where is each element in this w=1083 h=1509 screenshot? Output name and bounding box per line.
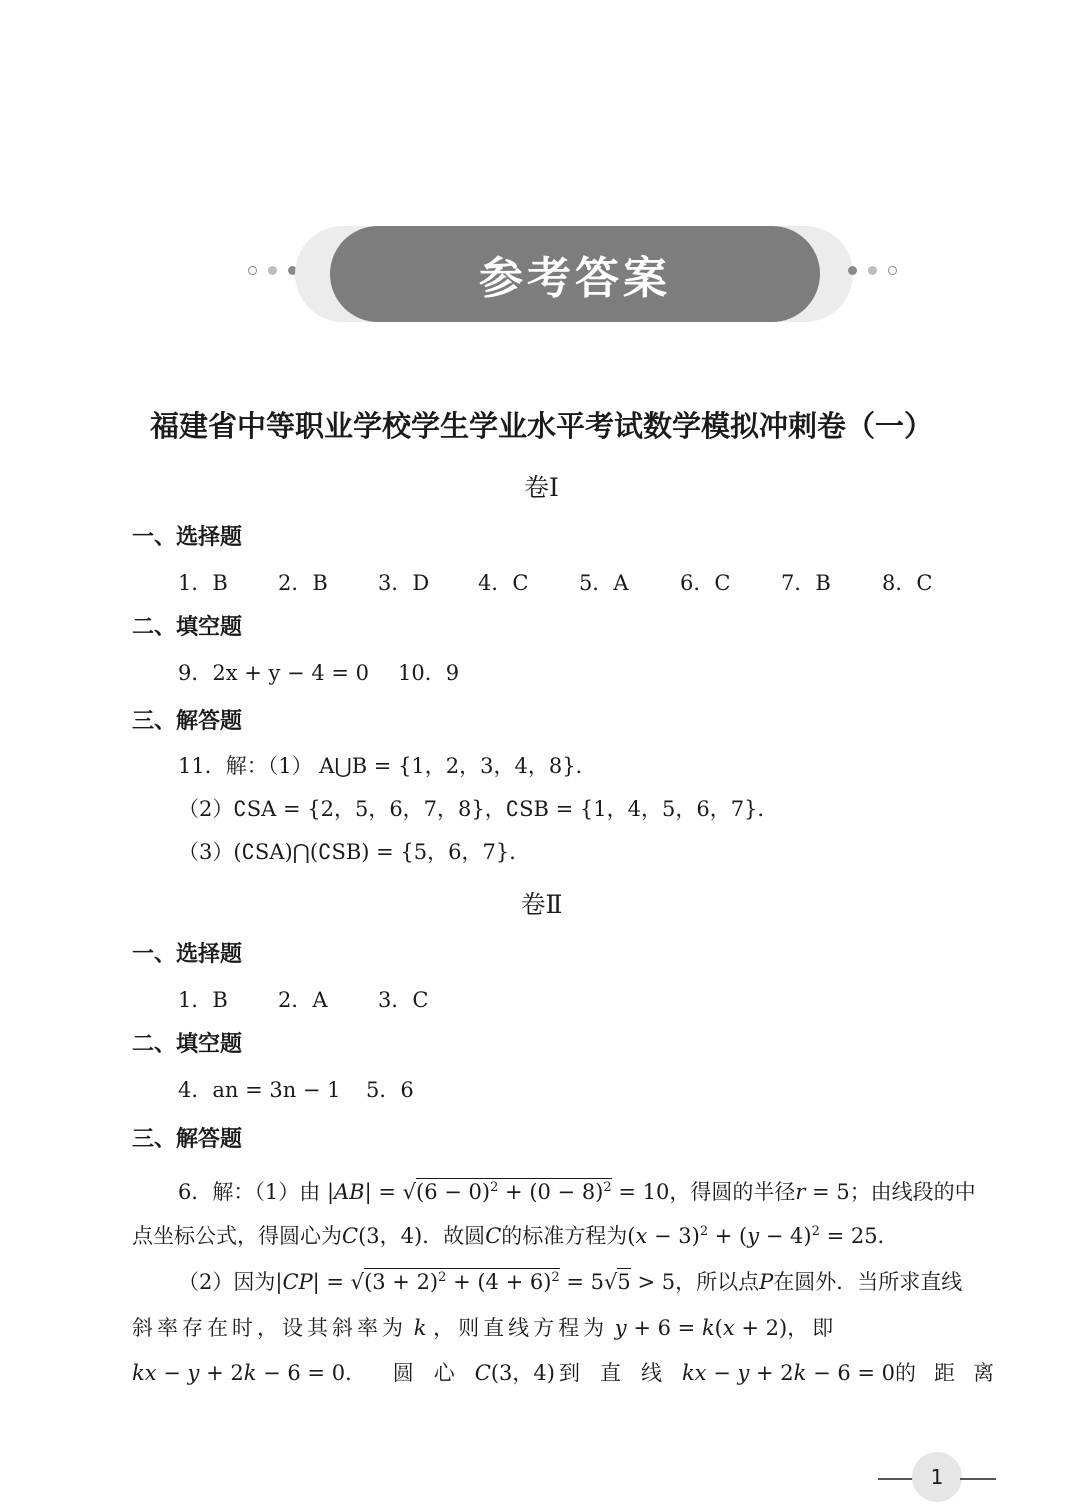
q6-line1: 6．解：（1）由 $|AB| = √(6 - 0)^2 + (0 - 8)^2 = 10$，得圆的半径r = 5；由线段的中 bbox=[178, 1180, 976, 1204]
q11-part1: 11．解：（1） A⋃B = {1，2，3，4，8}． bbox=[178, 754, 597, 778]
page-number: 1 bbox=[912, 1452, 962, 1502]
banner bbox=[330, 226, 820, 322]
volume2-choice-answers bbox=[178, 984, 428, 1014]
document-title: 福建省中等职业学校学生学业水平考试数学模拟冲刺卷（一） bbox=[149, 409, 933, 443]
math-expr: kx − y + 2k − 6 = 0． bbox=[132, 1361, 367, 1385]
page-number-rule-left bbox=[878, 1478, 914, 1480]
math-expr: C(3，4) bbox=[342, 1224, 423, 1248]
answer-item: 1．B bbox=[178, 571, 228, 595]
volume1-title: 卷Ⅰ bbox=[524, 473, 559, 502]
banner-dot-right-3 bbox=[888, 266, 897, 275]
volume2-fill-answers bbox=[178, 1074, 414, 1104]
banner-dot-left-1 bbox=[248, 266, 257, 275]
answer-item: 3．C bbox=[378, 988, 429, 1012]
answer-item: 3．D bbox=[378, 571, 430, 595]
banner-dot-right-2 bbox=[868, 266, 877, 275]
math-expr: C(3，4) bbox=[474, 1361, 555, 1385]
answer-item: 6．C bbox=[680, 571, 731, 595]
answer-item: 4．an = 3n − 1 bbox=[178, 1078, 341, 1102]
answer-item: 5．6 bbox=[366, 1078, 414, 1102]
answer-item: 7．B bbox=[781, 571, 831, 595]
banner-dot-left-2 bbox=[268, 266, 277, 275]
math-expr: $(x - 3)^2 + (y - 4)^2 = 25$． bbox=[627, 1224, 899, 1248]
volume1-solve-heading: 三、解答题 bbox=[132, 709, 243, 734]
math-expr: y + 6 = k(x + 2) bbox=[614, 1316, 788, 1340]
math-expr: P bbox=[759, 1270, 774, 1294]
volume2-solve-heading: 三、解答题 bbox=[132, 1127, 243, 1152]
answer-item: 1．B bbox=[178, 988, 228, 1012]
answer-item: 5．A bbox=[579, 571, 629, 595]
volume2-title: 卷Ⅱ bbox=[520, 890, 563, 919]
volume1-choice-heading: 一、选择题 bbox=[132, 525, 243, 550]
q6-line3: （2）因为$|CP| = √(3 + 2)^2 + (4 + 6)^2 = 5√5 > 5$，所以点P在圆外．当所求直线 bbox=[178, 1270, 963, 1294]
answer-item: 8．C bbox=[882, 571, 933, 595]
math-expr: C bbox=[485, 1224, 502, 1248]
volume1-fill-answers bbox=[178, 657, 459, 687]
math-expr: k bbox=[413, 1316, 427, 1340]
math-expr: $|CP| = √(3 + 2)^2 + (4 + 6)^2 = 5√5 > 5$ bbox=[275, 1270, 676, 1294]
volume1-fill-heading: 二、填空题 bbox=[132, 615, 243, 640]
banner-title: 参考答案 bbox=[479, 253, 671, 304]
math-expr: kx − y + 2k − 6 = 0 bbox=[681, 1361, 896, 1385]
q6-line2: 点坐标公式，得圆心为C(3，4)．故圆C的标准方程为$(x - 3)^2 + (y - 4)^2 = 25$． bbox=[132, 1224, 899, 1248]
volume2-choice-heading: 一、选择题 bbox=[132, 942, 243, 967]
volume2-fill-heading: 二、填空题 bbox=[132, 1032, 243, 1057]
math-expr: r = 5 bbox=[795, 1180, 850, 1204]
q11-part3: （3）(∁SA)⋂(∁SB) = {5，6，7}． bbox=[178, 840, 531, 864]
q6-line4: 斜率存在时，设其斜率为 k ，则直线方程为 y + 6 = k(x + 2)，即 bbox=[132, 1316, 838, 1340]
answer-item: 4．C bbox=[478, 571, 529, 595]
math-expr: $|AB| = √(6 - 0)^2 + (0 - 8)^2 = 10$ bbox=[326, 1180, 670, 1204]
banner-dot-right-1 bbox=[848, 266, 857, 275]
answer-item: 2．B bbox=[278, 571, 328, 595]
volume1-choice-answers bbox=[178, 567, 932, 597]
answer-item: 9．2x + y − 4 = 0 bbox=[178, 661, 369, 685]
q11-part2: （2）∁SA = {2，5，6，7，8}，∁SB = {1，4，5，6，7}． bbox=[178, 797, 779, 821]
answer-item: 2．A bbox=[278, 988, 328, 1012]
page-number-rule-right bbox=[960, 1478, 996, 1480]
q6-line5: kx − y + 2k − 6 = 0． 圆心C(3，4) 到直线kx − y + 2k − 6 = 0的距离 bbox=[132, 1361, 1013, 1385]
answer-item: 10．9 bbox=[398, 661, 460, 685]
